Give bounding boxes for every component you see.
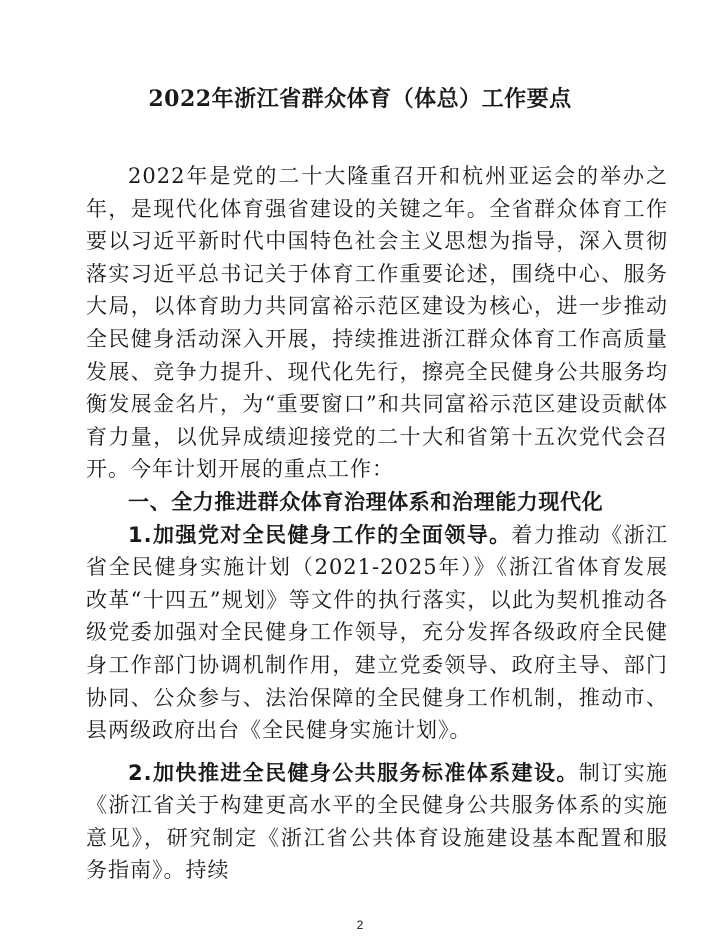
document-title: 2022年浙江省群众体育（体总）工作要点 (148, 86, 572, 112)
item-text-2: 制订实施《浙江省关于构建更高水平的全民健身公共服务体系的实施意见》，研究制定《浙江省公共体育设施建设基本配置和服务指南》。持续 (86, 760, 669, 883)
item-paragraph-2 (86, 757, 668, 887)
item-text-1: 着力推动《浙江省全民健身实施计划（2021-2025年）》《浙江省体育发展改革“十四五”规划》等文件的执行落实，以此为契机推动各级党委加强对全民健身工作领导，充分发挥各级政府全民健身工作部门协调机制作用，建立党委领导、政府主导、部门协同、公众参与、法治保障的全民健身工作机制，推动市、县两级政府出台《全民健身实施计划》。 (86, 522, 669, 743)
intro-paragraph: 2022年是党的二十大隆重召开和杭州亚运会的举办之年，是现代化体育强省建设的关键之年。全省群众体育工作要以习近平新时代中国特色社会主义思想为指导，深入贯彻落实习近平总书记关于体育工作重要论述，围绕中心、服务大局，以体育助力共同富裕示范区建设为核心，进一步推动全民健身活动深入开展，持续推进浙江群众体育工作高质量发展、竞争力提升、现代化先行，擦亮全民健身公共服务均衡发展金名片，为“重要窗口”和共同富裕示范区建设贡献体育力量，以优异成绩迎接党的二十大和省第十五次党代会召开。今年计划开展的重点工作： (86, 164, 668, 482)
page-number: 2 (356, 918, 364, 932)
item-lead-2: 2.加快推进全民健身公共服务标准体系建设。 (128, 760, 579, 785)
item-paragraph-1 (86, 519, 668, 747)
document-body (86, 160, 668, 887)
item-lead-1: 1.加强党对全民健身工作的全面领导。 (128, 522, 512, 547)
section-heading: 一、全力推进群众体育治理体系和治理能力现代化 (128, 489, 604, 514)
